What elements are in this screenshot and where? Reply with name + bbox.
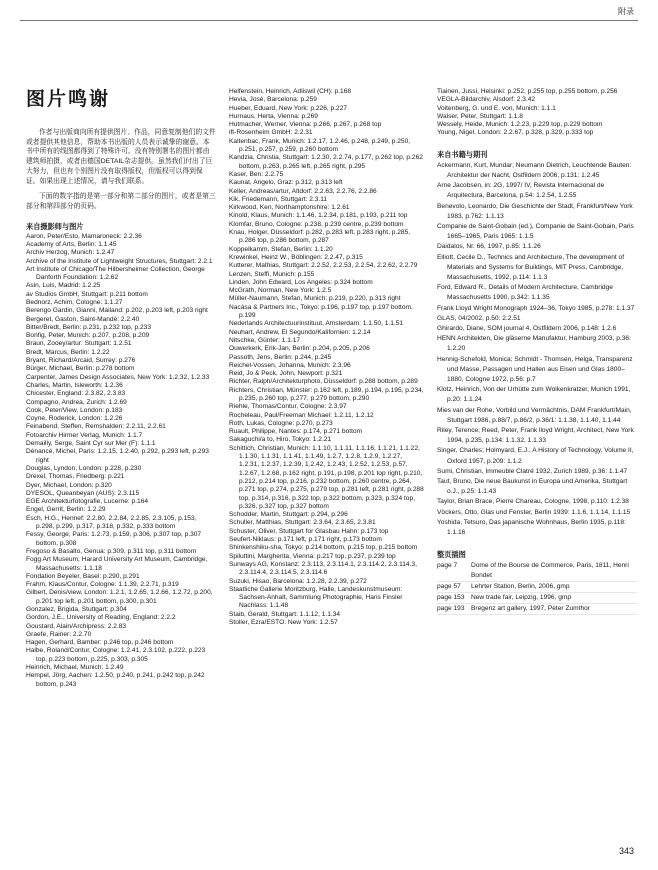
credit-entry: Halbe, Roland/Contur, Cologne: 1.2.41, 2.3.102, p.222, p.223 top, p.223 bottom, p.225, p.303, p.305 [26,647,206,663]
credit-entry: Sakaguchi/a to, Hiro, Tokyo: 1.2.21 [229,436,332,444]
credit-entry: Berengo Gardin, Gianni, Mailand: p.202, p.203 left, p.203 right [26,307,208,315]
credit-entry: Kirkwood, Ken, Northamptonshire: 1.2.61 [229,204,350,212]
credit-entry: Shinkenshiku-sha, Tokyo: p.214 bottom, p.215 top, p.215 bottom [229,544,418,552]
credit-entry: Academy of Arts, Berlin: 1.1.45 [26,240,117,248]
credit-entry: Douglas, Lyndon, London: p.228, p.230 [26,464,142,472]
credit-entry: Elliott, Cecile D., Technics and Architecture, The development of Materials and Systems for Buildings, MIT Press, Cambridge, Massachusetts, 1992, p.114: 1.1.3 [437,253,625,282]
credit-entry: Kinold, Klaus, Munich: 1.1.46, 1.2.34, p.181, p.193, p.211 top [229,212,408,220]
credit-entry: Kaltenbac, Frank, Munich: 1.2.17, 1.2.46, p.248, p.249, p.250, p.251, p.257, p.259, p.260 bottom [229,137,411,154]
credit-entry: Hagen, Gerhard, Bamber: p.246 top, p.246 bottom [26,639,174,647]
credit-entry: Gordon, J.E., University of Reading, England: 2.2.2 [26,614,176,622]
credit-entry: Kandzia, Christia, Stuttgart: 1.2.30, 2.2.74, p.177, p.262 top, p.262 bottom, p.263, p.265 left, p.265 right, p.295 [229,154,423,170]
credit-entry: Archive of the Institute of Lightweight Structures, Stuttgart: 2.2.1 [26,257,213,265]
credit-entry: Tiainen, Jussi, Helsinki: p.252, p.255 top, p.255 bottom, p.256 [437,88,618,95]
book-credits-list [437,161,637,539]
credit-entry: Ghirardo, Diane, SOM journal 4, Ostfildern 2006, p.148: 1.2.6 [437,325,617,333]
credit-entry: Hempel, Jörg, Aachen: 1.2.50, p.240, p.241, p.242 top, p.242 bottom, p.243 [26,672,205,688]
credit-entry: Mies van der Rohe, Vorbild und Vermächtnis, DAM Frankfurt/Main, Stuttgart 1986, p.88/7, p.86/2, p.36/1: 1.1.38, 1.1.40, 1.1.44 [437,406,632,424]
credit-entry: Bednorz, Achim, Cologne: 1.1.27 [26,299,123,306]
credit-entry: Fregoso & Basalto, Genua: p.309, p.311 top, p.311 bottom [26,547,197,555]
credit-entry: Riehle, Thomas/Contur, Cologne: 2.3.97 [229,403,347,411]
credit-entry: DYESOL, Queanbeyan (AUS): 2.3.115 [26,489,140,497]
credit-entry: Suzuki, Hisao, Barcelona: 1.2.28, 2.2.39, p.272 [229,577,367,585]
intro-paragraph-2: 下面的数字指的是第一部分和第二部分的图片，或者是第三部分和第四部分的页码。 [26,193,216,210]
header-label: 附录 [618,7,634,16]
credit-entry: Engel, Gerrit, Berlin: 1.2.29 [26,506,106,514]
credit-entry: Singer, Charles; Holmyard, E.J., A History of Technology, Volume II, Oxford 1957, p.209: 1.1.2 [437,447,634,465]
credit-entry: HENN Architekten, Die gläserne Manufaktur, Hamburg 2003, p.36: 1.2.20 [437,335,631,353]
credit-entry: Vöckers, Otto, Glas und Fenster, Berlin 1939: 1.1.6, 1.1.14, 1.1.15 [437,508,631,516]
credit-entry: Art Institute of Chicago/The Hilbersheimer Collection, George Danforth Foundation: 1.2.62 [26,265,205,282]
illustration-row [437,561,637,582]
credit-entry: Sunways AG, Konstanz: 2.3.113, 2.3.114.1, 2.3.114.2, 2.3.114.3, 2.3.114.4, 2.3.114.5, 2.3.114.6 [229,560,417,577]
credit-entry: Ackermann, Kurt, Mundar; Neumann Dietrich, Leuchtende Bauten: Architektur der Nacht, Ostfildern 2006, p.131: 1.2.45 [437,161,632,179]
credit-entry: Cook, Peter/View, London: p.183 [26,406,123,414]
credit-entry: Bonfig, Peter, Munich: p.207, p.208, p.209 [26,332,150,340]
credit-entry: Hueber, Eduard, New York: p.226, p.227 [229,104,348,112]
credit-entry: Young, Nigel, London: 2.2.67, p.328, p.329, p.333 top [437,129,594,137]
section-heading-illustrations: 整页插图 [437,550,466,560]
credit-entry: Roth, Lukas, Cologne: p.270, p.273 [229,419,333,427]
credit-entry: av Studios GmbH, Stuttgart: p.211 bottom [26,290,148,298]
credit-entry: Fondation Beyeler, Basel: p.290, p.291 [26,572,140,580]
credit-entry: Graefe, Rainer: 2.2.70 [26,630,92,638]
credit-entry: Krewinkel, Heinz W., Böblingen: 2.2.47, p.315 [229,253,363,261]
credit-entry: EGE Architekturfotografie, Lucerne: p.164 [26,498,149,506]
credit-entry: Bitter/Bredt, Berlin: p.231, p.232 top, p.233 [26,323,151,331]
credit-entry: Daidalos, Nr. 66, 1997, p.85: 1.1.26 [437,243,541,251]
credit-entry: Hutmacher, Werner, Vienna: p.266, p.267, p.268 top [229,121,382,129]
credit-entry: Ford, Edward R., Details of Modern Architecture, Cambridge Massachusetts 1990, p.342: 1.1.35 [437,284,613,302]
credit-entry: Dénancé, Michel, Paris: 1.2.15, 1.2.40, p.292, p.293 left, p.293 right [26,448,209,464]
credit-entry: Kik, Friedemann, Stuttgart: 2.3.11 [229,195,328,203]
photo-credits-list-2 [229,88,424,627]
credit-entry: Linden, John Edward, Los Angeles: p.324 bottom [229,278,373,286]
credit-entry: Ruault, Philippe, Nantes: p.174, p.271 bottom [229,428,363,436]
credit-entry: Hennig-Schefold, Monica; Schmidt - Thomsen, Helga, Transparenz und Masse, Passagen und Hallen aus Eisen und Glas 1800–1880, Cologne 1972, p.56: p.7 [437,355,633,384]
credit-entry: Nitschke, Günter: 1.1.17 [229,336,301,344]
credit-entry: Companie de Saint-Gobain (ed.), Companie de Saint-Gobain, Paris 1665–1965, Paris 1965: 1.1.5 [437,223,634,241]
credit-entry: Walser, Peter, Stuttgart: 1.1.8 [437,112,523,120]
credit-entry: Knau, Holger, Düsseldorf: p.282, p.283 left, p.283 right, p.285, p.286 top, p.286 bottom, p.287 [229,229,411,245]
illustration-description: Bregenz art gallery, 1997, Peter Zumthor [471,605,590,613]
credit-entry: Bredt, Marcus, Berlin: 1.2.22 [26,348,110,356]
credit-entry: ift-Rosenheim GmbH: 2.2.31 [229,129,313,137]
credit-entry: Charles, Martin, Isleworth: 1.2.36 [26,381,123,389]
section-heading-books: 来自书籍与期刊 [437,149,488,159]
credit-entry: Richters, Christian, Münster: p.162 left, p.189, p.194, p.195, p.234, p.235, p.260 top, p.277, p.279 bottom, p.290 [229,386,424,402]
illustration-row [437,604,637,615]
photo-credits-list-3 [437,88,637,138]
credit-entry: Schuster, Oliver, Stuttgart for Glasbau Hahn: p.173 top [229,527,389,535]
credit-entry: Benevolo, Leonardo, Die Geschichte der Stadt, Frankfurt/New York 1983, p.762: 1.1.13 [437,202,633,220]
credit-entry: GLAS, 04/2002, p.50: 2.2.51 [437,314,521,322]
credit-entry: Archiv Herzog, Munich: 1.2.47 [26,249,115,257]
credit-entry: Carpenter, James Design Associates, New York: 1.2.32, 1.2.33 [26,373,210,381]
credit-entry: Asin, Luis, Madrid: 1.2.25 [26,282,101,290]
credit-entry: Kaunat, Angelo, Graz: p.312, p.313 left [229,179,343,187]
credit-entry: Neuhart, Andrew, El Segundo/Kalifornien: 1.2.14 [229,328,371,336]
credit-entry: McGrath, Norman, New York: 1.2.5 [229,287,332,295]
credit-entry: Frank Lloyd Wright Monograph 1924–36, Tokyo 1985, p.278: 1.1.37 [437,304,635,312]
credit-entry: Drexel, Thomas, Friedberg: p.221 [26,473,125,481]
credit-entry: Schittich, Christian, Munich: 1.1.10, 1.1.11, 1.1.16, 1.1.21, 1.1.22, 1.1.30, 1.1.31, 1.1.41, 1.1.49, 1.2.7, 1.2.8, 1.2.9, 1.2.27, 1.2.31, 1.2.37, 1.2.39, 1.2.42, 1.2.43, 1.2.52, 1.2.53, p.57, 1.2.67, 1.2.68, p.162 right, p.191, p.198, p.201 top right, p.210, p.212, p.214 top, p.216, p.232 bottom, p.260 centre, p.264, p.271 top, p.274, p.275, p.279 top, p.281 left, p.281 right, p.288 top, p.314, p.316, p.322 top, p.322 bottom, p.323, p.324 top, p.326, p.327 top, p.327 bottom [229,444,424,510]
intro-paragraph-1: 作者与出版商向所有提供图片、作品，同意复制他们的文件或者提供其他信息，帮助本书出版的人员表示诚挚的谢意。本书中所有的线图都得到了特殊许可。没有特别署名的图片都由建筑师拍摄，或者由德国DETAIL杂志提供。虽然我们付出了巨大努力，但也有个别图片没有取得版权，但版权可以得到保证。如果出现上述情况，请与我们联系。 [26,129,216,185]
credit-entry: Müller-Naumann, Stefan, Munich: p.219, p.220, p.313 right [229,295,401,303]
credit-entry: Fogg Art Museum, Harard University Art Museum, Cambridge, Massachusetts: 1.1.18 [26,556,208,572]
credit-entry: Wessely, Heide, Munich: 1.2.23, p.229 top, p.229 bottom [437,121,603,129]
credit-entry: Goustard, Alain/Archipress: 2.2.83 [26,622,127,630]
credit-entry: Klotz, Heinrich, Von der Urhütte zum Wolkenkratzer, Munich 1991, p.20: 1.1.24 [437,386,631,404]
credit-entry: Seufert-Niklaus: p.171 left, p.171 right, p.173 bottom [229,536,382,544]
illustration-description: New trade fair, Leipzig, 1996, gmp [471,594,572,602]
credit-entry: Esch, H.G., Hennef: 2.2.80, 2.2.84, 2.2.85, 2.3.105, p.153, p.298, p.299, p.317, p.318, p.332, p.333 bottom [26,514,197,531]
illustration-description: Dome of the Bourse de Commerce, Paris, 1811, Henri Bondet [471,562,629,580]
credit-entry: Taut, Bruno, Die neue Baukunst in Europa und Amerika, Stuttgart o.J., p.25: 1.1.43 [437,478,628,496]
credit-entry: Demailly, Serge, Saint Cyr sur Mer (F): 1.1.1 [26,440,156,448]
credit-entry: Kaser, Ben: 2.2.75 [229,170,284,178]
credit-entry: Hevia, José, Barcelona: p.259 [229,96,317,104]
illustration-description: Lehrter Station, Berlin, 2006, gmp [471,583,570,591]
credit-entry: Heinrich, Michael, Munich: 1.2.49 [26,664,124,672]
credit-entry: Dyer, Michael, London: p.320 [26,481,112,489]
page-title: 图片鸣谢 [26,89,111,110]
credit-entry: Braun, Zooey/artur: Stuttgart: 1.2.51 [26,340,132,348]
credit-entry: Bryant, Richard/Arcaid, Surrey: p.276 [26,357,136,365]
section-heading-photos: 来自摄影师与图片 [26,221,84,231]
credit-entry: Yoshida, Tetsuro, Das japanische Wohnhaus, Berlin 1935, p.118: 1.1.16 [437,518,626,537]
credit-entry: Fessy, George, Paris: 1.2.73, p.159, p.306, p.307 top, p.307 bottom, p.308 [26,531,202,547]
credit-entry: Taylor, Brian Brace, Pierre Chareau, Cologne, 1998, p.110: 1.2.38 [437,498,629,506]
credit-entry: Staib, Gerald, Stuttgart: 1.1.12, 1.1.34 [229,610,341,618]
running-header [0,0,658,22]
credit-entry: Schuller, Matthias, Stuttgart: 2.3.64, 2.3.65, 2.3.81 [229,519,376,527]
credit-entry: Aaron, Peter/Esto, Mamaroneck: 2.2.36 [26,232,142,240]
illustration-page: page 7 [437,562,458,570]
credit-entry: VEGLA-Bildarchiv, Alsdorf: 2.3.42 [437,96,536,104]
credit-entry: Hurnaus, Herta, Vienna: p.269 [229,112,318,120]
column-2 [229,88,424,627]
credit-entry: Schodder, Martin, Stuttgart: p.294, p.296 [229,511,348,519]
credit-entry: Gilbert, Denis/view, London: 1.2.1, 1.2.65, 1.2.66, 1.2.72, p.200, p.201 top left, p.201 bottom, p.300, p.301 [26,589,213,605]
credit-entry: Chicester, England: 2.3.82, 2.3.83 [26,390,126,398]
credit-entry: Frahm, Klaus/Contur, Cologne: 1.1.39, 2.2.71, p.319 [26,581,179,589]
credit-entry: Passoth, Jens, Berlin: p.244, p.245 [229,353,332,361]
credit-entry: Klomfar, Bruno, Cologne: p.238, p.239 centre, p.239 bottom [229,220,404,228]
credit-entry: Reid, Jo & Peck, John, Newport: p.321 [229,370,343,378]
credit-entry: Kutterer, Mathias, Stuttgart: 2.2.52, 2.2.53, 2.2.54, 2.2.62, 2.2.79 [229,262,418,270]
credit-entry: Lenzen, Steffi, Munich: p.155 [229,270,315,278]
credit-entry: Sumi, Christian, Immeuble Clatré 1932, Zurich 1989, p.36: 1.1.47 [437,467,628,475]
credit-entry: Gonzalez, Brigida, Stuttgart: p.304 [26,605,127,613]
column-3 [437,88,637,615]
header-rule [20,20,638,21]
credit-entry: Stoller, Ezra/ESTO: New York: 1.2.57 [229,619,338,626]
credit-entry: Nacása & Partners Inc., Tokyo: p.196, p.197 top, p.197 bottom, p.199 [229,303,413,320]
credit-entry: Keller, Andreas/artur, Altdorf: 2.2.63, 2.2.76, 2.2.86 [229,187,377,195]
column-1 [26,88,216,689]
credit-entry: Koppelkamm, Stefan, Berlin: 1.1.20 [229,245,333,253]
credit-entry: Reichel-Vossen, Johanna, Munich: 2.3.96 [229,361,351,369]
credit-entry: Coyne, Roderick, London: 1.2.26 [26,415,123,423]
illustration-row [437,593,637,604]
credit-entry: Spiluttini, Margherita, Vienna: p.217 top, p.237, p.239 top [229,552,396,560]
illustration-page: page 193 [437,605,465,613]
credit-entry: Riley, Terence; Reed, Peter, Frank lloyd Wright, Architect, New York 1994, p.235, p.134: 1.1.32, 1.1.33 [437,427,634,445]
credit-entry: Richter, Ralph/Architekturphoto, Düsseldorf: p.288 bottom, p.289 [229,378,418,386]
illustration-row [437,582,637,593]
credit-entry: Bürger, Michael, Berlin: p.278 bottom [26,365,135,373]
illustrations-list [437,561,637,615]
credit-entry: Feinabend, Steffen, Remshalden: 2.2.11, 2.2.61 [26,423,166,431]
credit-entry: Ouwerkerk, Erik-Jan, Berlin: p.204, p.205, p.206 [229,345,370,353]
illustration-page: page 57 [437,583,461,591]
credit-entry: Arne Jacobsen, in: 2G, 1997/ IV, Revista Internacional de Arquitectura, Barcelona, p.54: 1.2.54, 1.2.55 [437,182,605,200]
credit-entry: Fotoarchiv Hirmer Verlag, Munich: 1.1.7 [26,431,143,439]
credit-entry: Nederlands Architectuurinstituut, Amsterdam: 1.1.50, 1.1.51 [229,320,404,328]
credit-entry: Staatliche Gallerie Moritzburg, Halle, Landeskunstmuseum: Sachsen-Anhalt, Sammlung Photographie, Hans Finsler Nachlass: 1.1.48 [229,585,403,610]
credit-entry: Helfenstein, Heinrich, Adliswil (CH): p.168 [229,88,352,95]
page-number: 343 [618,846,634,856]
photo-credits-list-1 [26,233,216,689]
credit-entry: Rocheleau, Paul/Freeman Michael: 1.2.11, 1.2.12 [229,411,374,419]
credit-entry: Compagno, Andrea, Zurich: 1.2.69 [26,398,127,406]
credit-entry: Bergeret, Gaston, Saint-Mandé: 2.2.40 [26,315,140,323]
illustration-page: page 153 [437,594,465,602]
credit-entry: Voitenberg, G. und E. von, Munich: 1.1.1 [437,104,556,112]
